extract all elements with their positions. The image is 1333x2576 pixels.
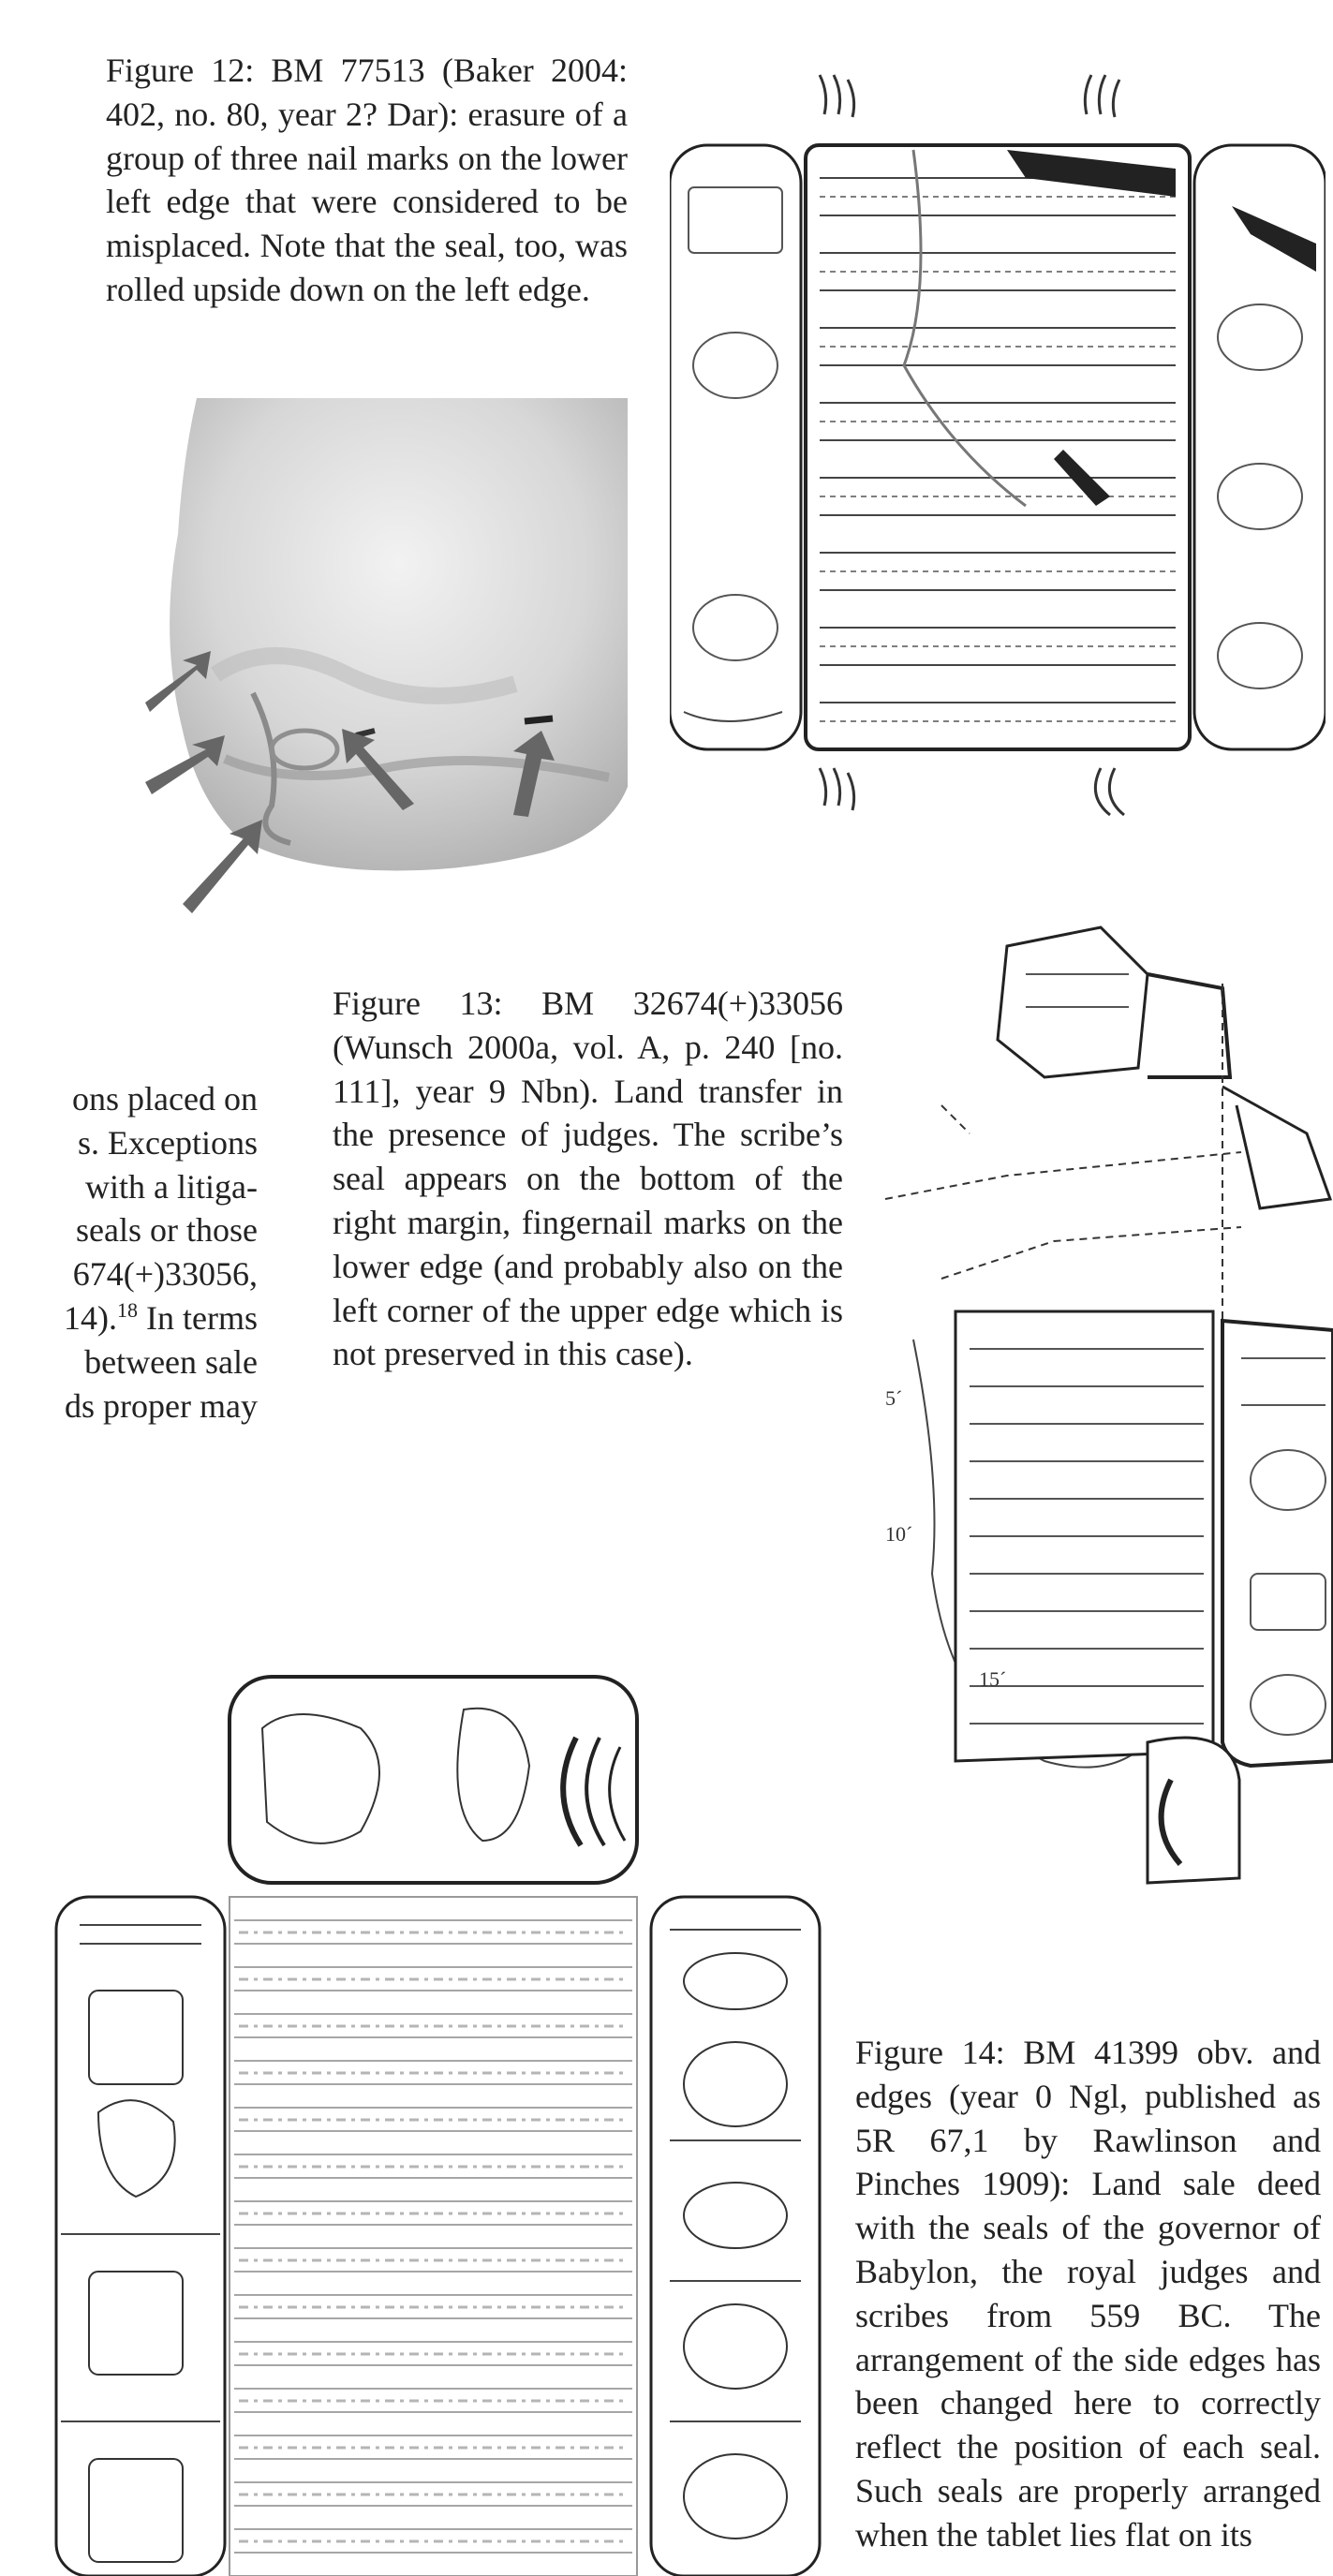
figure-12-photo [141, 393, 632, 918]
body-line: 674(+)33056, [72, 1255, 258, 1294]
figure-12-caption: Figure 12: BM 77513 (Baker 2004: 402, no. 80, year 2? Dar): erasure of a group of three nail marks on the lower left edge that were considered to be misplaced. Note that the seal, too, was rolled upside down on the left edge. [106, 52, 628, 308]
figure-14-caption: Figure 14: BM 41399 obv. and edges (year 0 Ngl, published as 5R 67,1 by Rawlinson and Pinches 1909): Land sale deed with the seals of the governor of Babylon, the royal judges and scribes from 559 BC. The arrangement of the side edges has been changed here to correctly reflect the position of each seal. Such seals are properly arranged when the tablet lies flat on its [855, 2034, 1321, 2554]
figure-14-tablet-drawing [52, 1672, 829, 2576]
figure-13-caption: Figure 13: BM 32674(+)33056 (Wunsch 2000a, vol. A, p. 240 [no. 111], year 9 Nbn). Land transfer in the presence of judges. The scribe’s seal appears on the bottom of the right margin, fingernail marks on the lower edge (and probably also on the left corner of the upper edge which is not preserved in this case). [333, 985, 843, 1373]
line-number-15: 15´ [979, 1667, 1007, 1691]
body-line: s. Exceptions [78, 1123, 258, 1162]
body-line: ds proper may [65, 1386, 258, 1425]
footnote-marker: 18 [117, 1297, 139, 1322]
line-number-5: 5´ [885, 1386, 903, 1410]
body-line: seals or those [76, 1211, 258, 1250]
body-line: 14).$^{18}$ In terms [64, 1297, 258, 1337]
body-line: ons placed on [72, 1080, 258, 1118]
figure-13-fragment-drawing [866, 918, 1333, 1902]
body-line: with a litiga- [85, 1167, 258, 1206]
body-text-fragment [0, 1077, 258, 1428]
body-line: between sale [84, 1342, 258, 1381]
figure-12-tablet-drawing [670, 56, 1326, 824]
line-number-10: 10´ [885, 1522, 913, 1546]
